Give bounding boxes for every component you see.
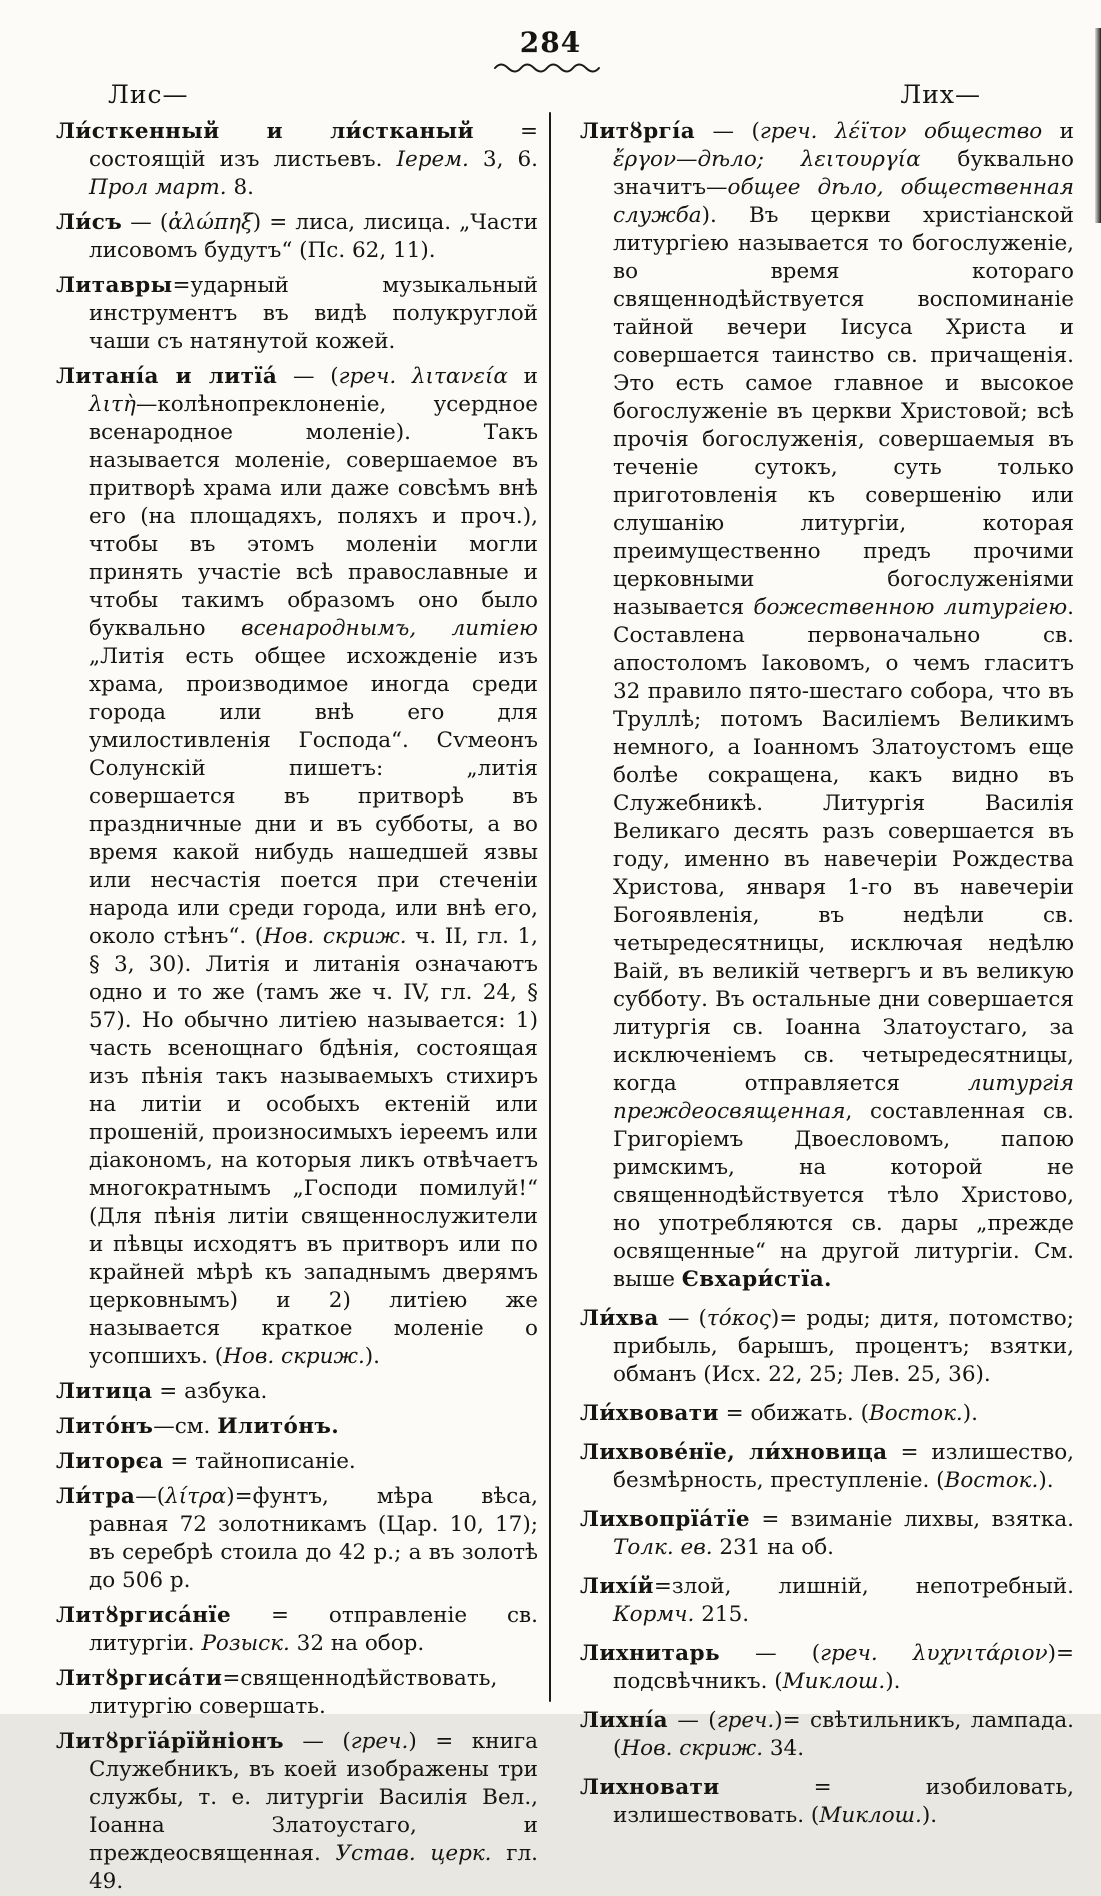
entry-text: 231 на об.	[712, 1535, 834, 1560]
entry-headword: Лихновати	[580, 1775, 720, 1800]
entry-headword: Литȣргиса́нїе	[56, 1603, 232, 1628]
greek-text: λίτρα	[165, 1484, 227, 1509]
entry-headword: Литȣргиса́ти	[56, 1666, 223, 1691]
entry-text: 32 на обор.	[289, 1631, 425, 1656]
running-head-left: Лис—	[108, 80, 189, 109]
entry-text: ч. II, гл. 1, § 3, 30). Литія и литанія означаютъ одно и то же (тамъ же ч. IV, гл. 24, § 57). Но обычно литіею называется: 1) часть всенощнаго бдѣнія, состоящая изъ пѣнія такъ называемыхъ стихиръ на литіи и особыхъ ектеній или прошеній, произносимыхъ іереемъ или діакономъ, на которыя ликъ отвѣчаетъ многократнымъ „Господи помилуй!“ (Для пѣнія литіи священнослужители и пѣвцы исходятъ въ притворъ или по крайней мѣрѣ къ западнымъ дверямъ церковнымъ) и 2) литіею же называется краткое моленіе о усопшихъ. (	[89, 924, 538, 1369]
entry-headword: Лихні́а	[580, 1708, 669, 1733]
entry-text: =злой, лишній, непотребный.	[653, 1574, 1074, 1599]
entry-text: —(	[135, 1484, 166, 1509]
dictionary-entry	[56, 1602, 538, 1658]
dictionary-entry	[580, 1573, 1074, 1629]
entry-text: ) = лиса, лисица. „Части лисовомъ будутъ“ (Пс. 62, 11).	[89, 210, 538, 263]
entry-text: )= подсвѣчникъ. (	[613, 1641, 1074, 1694]
dictionary-entry	[56, 1378, 538, 1406]
entry-text: Устав. церк.	[335, 1841, 492, 1866]
entry-text: Нов. скриж.	[263, 924, 407, 949]
greek-text: λιτανεία	[411, 364, 508, 389]
running-head-right: Лих—	[900, 80, 981, 109]
dictionary-entry	[580, 1506, 1074, 1562]
entry-headword: Литані́а и литїа́	[56, 364, 278, 389]
ornament-squiggle-icon	[492, 61, 610, 73]
entry-text: ).	[885, 1669, 901, 1694]
right-column	[580, 118, 1074, 1896]
entry-text: — (	[283, 1729, 351, 1754]
entry-headword: Ли́съ	[56, 210, 123, 235]
text-columns	[56, 118, 1074, 1896]
entry-headword: Литавры	[56, 273, 173, 298]
entry-text: ).	[921, 1803, 938, 1828]
greek-text: λυχνιτάριον	[912, 1641, 1048, 1666]
entry-text: =священнодѣйствовать, литургію совершать.	[89, 1666, 498, 1719]
entry-text: —	[676, 147, 698, 172]
entry-text: = изобиловать, излишествовать. (	[613, 1775, 1074, 1828]
greek-text: ἔργον	[613, 147, 677, 172]
entry-headword: Илито́нъ.	[217, 1414, 340, 1439]
entry-text	[396, 364, 412, 389]
entry-text: Миклош.	[782, 1669, 886, 1694]
entry-text: = азбука.	[152, 1379, 268, 1404]
entry-text: и	[1042, 119, 1075, 144]
entry-text: и	[507, 364, 538, 389]
entry-text: = состоящій изъ листьевъ.	[89, 119, 538, 172]
greek-text: λέϊτον	[834, 119, 907, 144]
entry-headword: Литȣргїа́рїйніонъ	[56, 1729, 284, 1754]
entry-text	[764, 147, 801, 172]
entry-headword: Ли́хва	[580, 1306, 659, 1331]
entry-text: =ударный музыкальный инструментъ въ видѣ полукруглой чаши съ натянутой кожей.	[89, 273, 538, 354]
entry-text: 34.	[763, 1736, 805, 1761]
entry-text: божественною литургіею	[753, 595, 1068, 620]
entry-text: ).	[962, 1401, 978, 1426]
entry-headword: Лито́нъ	[56, 1414, 154, 1439]
entry-text: общее дѣло, общественная служба	[613, 175, 1074, 228]
entry-text: общество	[923, 119, 1043, 144]
greek-text: ἀλώπηξ	[168, 210, 253, 235]
entry-text: ). Въ церкви христіанской литургіею называется то богослуженіе, во время котораго священнодѣйствуется воспоминаніе тайной вечери Іисуса Христа и совершается таинство св. причащенія. Это есть самое главное и высокое богослуженіе въ церкви Христовой; всѣ прочія богослуженія, совершаемыя въ теченіе сутокъ, суть только приготовленія къ совершенію или слушанію литургіи, которая преимущественно предъ прочими церковными богослуженіями называется	[613, 203, 1074, 620]
entry-headword: Литȣргі́а	[580, 119, 696, 144]
entry-text: )=фунтъ, мѣра вѣса, равная 72 золотникамъ (Цар. 10, 17); въ серебрѣ стоила до 42 р.; а въ золотѣ до 506 р.	[89, 1484, 538, 1593]
entry-text: Розыск.	[201, 1631, 290, 1656]
entry-text: гл. 49.	[89, 1841, 538, 1894]
entry-text: Нов. скриж.	[621, 1736, 764, 1761]
entry-text: = тайнописаніе.	[163, 1449, 356, 1474]
greek-text: λιτὴ	[89, 392, 136, 417]
entry-text: 3, 6.	[468, 147, 538, 172]
entry-headword: Лихнитарь	[580, 1641, 720, 1666]
greek-text: λειτουργία	[800, 147, 921, 172]
entry-headword: Лихвопрїа́тїе	[580, 1507, 750, 1532]
entry-text: Миклош.	[819, 1803, 922, 1828]
dictionary-entry	[580, 1400, 1074, 1428]
entry-text: литургія преждеосвященная	[613, 1071, 1074, 1124]
entry-text: . Составлена первоначально св. апостоломъ Іаковомъ, о чемъ гласитъ 32 правило пято-шестаго собора, что въ Труллѣ; потомъ Василіемъ Великимъ немного, а Іоанномъ Златоустомъ еще болѣе сокращена, какъ видно въ Служебникѣ. Литургія Василія Великаго десять разъ совершается въ году, именно въ навечеріи Рождества Христова, января 1-го въ навечеріи Богоявленія, въ недѣли св. четыредесятницы, исключая недѣлю Ваій, въ великій четвергъ и въ великую субботу. Въ остальные дни совершается литургія св. Іоанна Златоустаго, за исключеніемъ св. четыредесятницы, когда отправляется	[613, 595, 1075, 1096]
entry-text: — (	[277, 364, 339, 389]
entry-headword: Ли́тра	[56, 1484, 136, 1509]
entry-text: = излишество, безмѣрность, преступленіе. (	[613, 1440, 1074, 1493]
entry-text	[906, 119, 924, 144]
entry-text: греч.	[759, 119, 818, 144]
entry-text: Кормч.	[613, 1602, 695, 1627]
dictionary-entry	[56, 1413, 538, 1441]
dictionary-entry	[56, 118, 538, 202]
entry-text: Восток.	[868, 1401, 963, 1426]
greek-text: τόκος	[706, 1306, 771, 1331]
dictionary-entry	[580, 1439, 1074, 1495]
entry-text: всенароднымъ, литіею	[240, 616, 538, 641]
dictionary-entry	[580, 1774, 1074, 1830]
entry-text: Восток.	[944, 1468, 1039, 1493]
entry-text: греч.	[350, 1729, 409, 1754]
entry-text: „Литія есть общее исхожденіе изъ храма, производимое иногда среди города или внѣ его для умилостивленія Господа“. Сѵмеонъ Солунскій пишетъ: „литія совершается въ притворѣ въ праздничные дни и въ субботы, а во время какой нибудь нашедшей язвы или несчастія поется при стеченіи народа или среди города, или внѣ его, около стѣнъ“. (	[89, 644, 538, 949]
dictionary-entry	[580, 1707, 1074, 1763]
dictionary-entry	[580, 118, 1074, 1294]
entry-text: греч.	[820, 1641, 878, 1666]
entry-text: — (	[695, 119, 760, 144]
dictionary-entry	[580, 1305, 1074, 1389]
entry-text: , составленная св. Григоріемъ Двоесловомъ, папою римскимъ, на которой не священнодѣйствуется тѣло Христово, но употребляются св. дары „прежде освященные“ на другой литургіи. См. выше	[613, 1099, 1074, 1292]
entry-text: ).	[1038, 1468, 1054, 1493]
entry-text: Іерем.	[396, 147, 469, 172]
entry-headword: Ли́сткенный и ли́стканый	[56, 119, 474, 144]
page-number: 284	[519, 26, 582, 59]
entry-headword: Лихвове́нїе, ли́хновица	[580, 1440, 888, 1465]
dictionary-entry	[56, 1483, 538, 1595]
entry-headword: Євхари́стїа.	[681, 1267, 832, 1292]
dictionary-entry	[56, 209, 538, 265]
entry-text: Толк. ев.	[613, 1535, 713, 1560]
page-header	[0, 26, 1101, 73]
entry-text: 8.	[226, 175, 254, 200]
dictionary-entry	[580, 1640, 1074, 1696]
dictionary-entry	[56, 1665, 538, 1721]
entry-text: греч.	[716, 1708, 775, 1733]
entry-text: ).	[364, 1344, 381, 1369]
entry-text: 215.	[694, 1602, 750, 1627]
entry-text: дѣло;	[697, 147, 765, 172]
entry-text: Нов. скриж.	[223, 1344, 365, 1369]
entry-headword: Ли́хвовати	[580, 1401, 719, 1426]
dictionary-entry	[56, 272, 538, 356]
entry-headword: Литица	[56, 1379, 153, 1404]
entry-text: ) = книга Служебникъ, въ коей изображены три службы, т. е. литургіи Василія Вел., Іоанна Златоустаго, и преждеосвященная.	[89, 1729, 538, 1866]
entry-text: — (	[122, 210, 169, 235]
entry-text: = взиманіе лихвы, взятка.	[749, 1507, 1074, 1532]
scan-edge-artifact	[1095, 28, 1101, 223]
entry-text	[817, 119, 835, 144]
entry-text	[878, 1641, 913, 1666]
left-column	[56, 118, 538, 1896]
entry-text: )= свѣтильникъ, лампада. (	[613, 1708, 1074, 1761]
dictionary-entry	[56, 1728, 538, 1896]
dictionary-entry	[56, 1448, 538, 1476]
entry-text: — (	[658, 1306, 707, 1331]
entry-text: Прол март.	[89, 175, 227, 200]
entry-text: — (	[668, 1708, 717, 1733]
entry-text: = обижать. (	[718, 1401, 869, 1426]
entry-headword: Литорєа	[56, 1449, 164, 1474]
entry-text: —колѣнопреклоненіе, усердное всенародное моленіе). Такъ называется моленіе, совершаемое въ притворѣ храма или даже совсѣмъ внѣ его (на площадяхъ, поляхъ и проч.), чтобы въ этомъ моленіи могли принять участіе всѣ православные и чтобы такимъ образомъ оно было буквально	[89, 392, 538, 641]
entry-text: греч.	[338, 364, 397, 389]
dictionary-entry	[56, 363, 538, 1371]
entry-headword: Лихі́й	[580, 1574, 654, 1599]
entry-text: )= роды; дитя, потомство; прибыль, барышъ, процентъ; взятки, обманъ (Исх. 22, 25; Лев. 25, 36).	[613, 1306, 1074, 1387]
entry-text: буквально значитъ—	[613, 147, 1074, 200]
entry-text: — (	[719, 1641, 821, 1666]
entry-text: —см.	[153, 1414, 218, 1439]
entry-text: = отправленіе св. литургіи.	[89, 1603, 538, 1656]
